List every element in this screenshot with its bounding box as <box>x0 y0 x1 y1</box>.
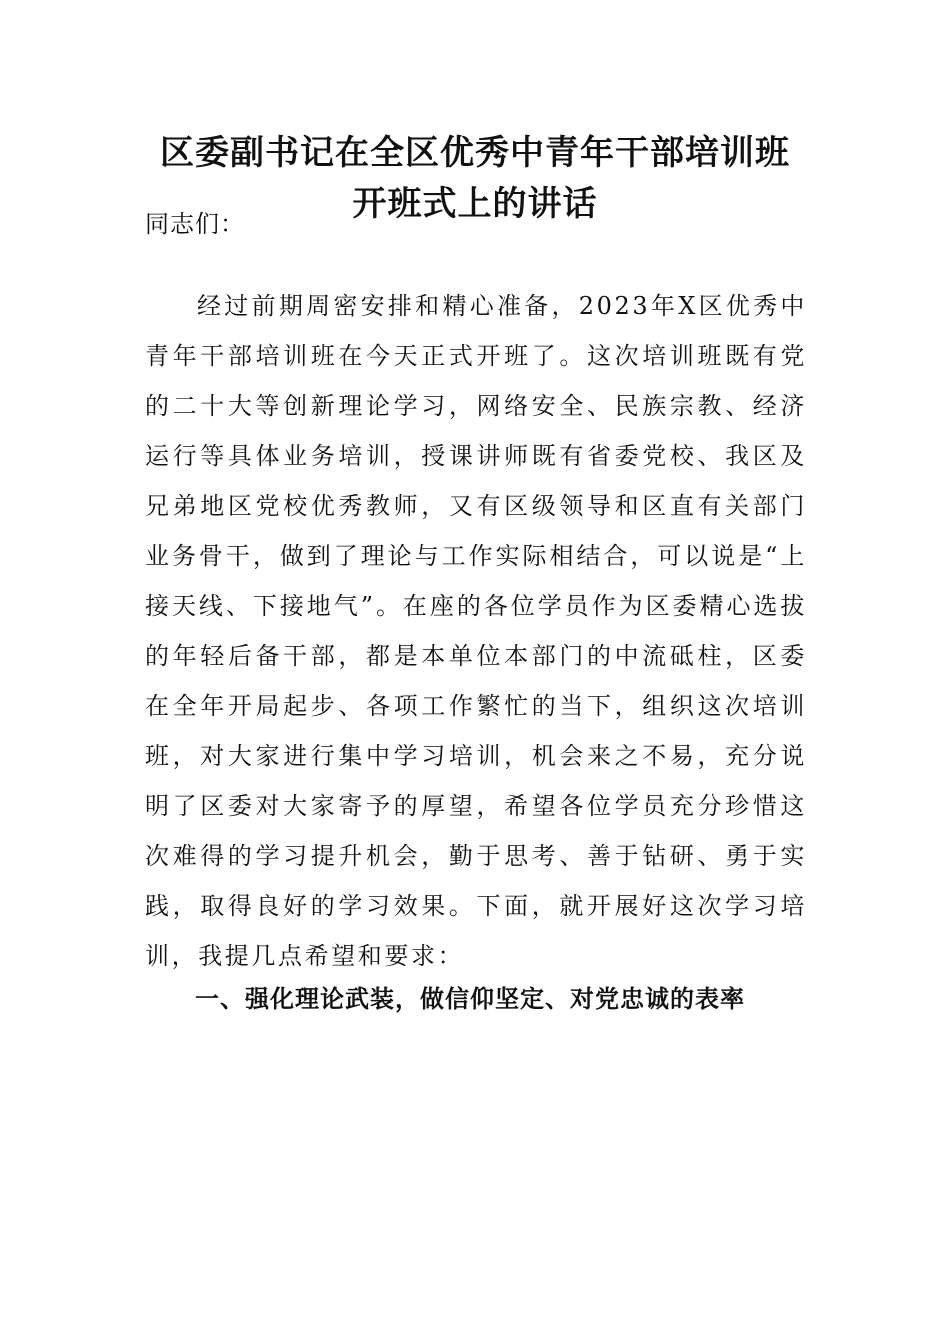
section-heading: 一、强化理论武装，做信仰坚定、对党忠诚的表率 <box>195 985 745 1013</box>
salutation: 同志们： <box>145 210 245 238</box>
document-title-line-1: 区委副书记在全区优秀中青年干部培训班 <box>160 133 790 173</box>
document-title-line-2: 开班式上的讲话 <box>352 184 598 224</box>
body-paragraph: 经过前期周密安排和精心准备，2023年X区优秀中青年干部培训班在今天正式开班了。这次培训班既有党的二十大等创新理论学习，网络安全、民族宗教、经济运行等具体业务培训，授课讲师既有省委党校、我区及兄弟地区党校优秀教师，又有区级领导和区直有关部门业务骨干，做到了理论与工作实际相结合，可以说是“上接天线、下接地气”。在座的各位学员作为区委精心选拔的年轻后备干部，都是本单位本部门的中流砥柱，区委在全年开局起步、各项工作繁忙的当下，组织这次培训班，对大家进行集中学习培训，机会来之不易，充分说明了区委对大家寄予的厚望，希望各位学员充分珍惜这次难得的学习提升机会，勤于思考、善于钻研、勇于实践，取得良好的学习效果。下面，就开展好这次学习培训，我提几点希望和要求： <box>145 292 807 970</box>
